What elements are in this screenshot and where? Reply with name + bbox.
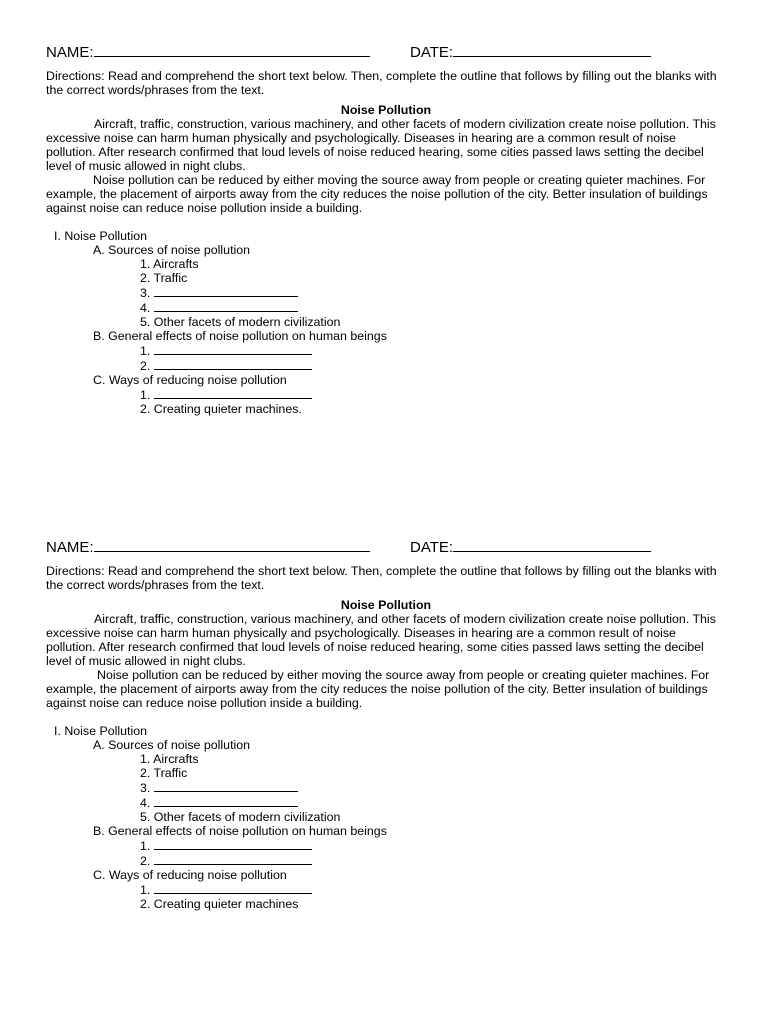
item-number: 1. bbox=[140, 388, 151, 402]
outline-blank-item bbox=[46, 285, 726, 300]
outline bbox=[46, 229, 726, 416]
date-field[interactable] bbox=[410, 42, 651, 61]
item-number: 3. bbox=[140, 286, 151, 300]
worksheet-top bbox=[46, 42, 726, 416]
outline-blank-item bbox=[46, 853, 726, 868]
outline-blank-item bbox=[46, 358, 726, 373]
worksheet-bottom bbox=[46, 537, 726, 911]
answer-blank[interactable] bbox=[154, 358, 312, 370]
outline-section-c: C. Ways of reducing noise pollution bbox=[93, 868, 287, 882]
item-number: 3. bbox=[140, 781, 151, 795]
item-number: 4. bbox=[140, 796, 151, 810]
answer-blank[interactable] bbox=[154, 343, 312, 355]
outline-item: 5. Other facets of modern civilization bbox=[140, 315, 341, 329]
passage-paragraph-1: Aircraft, traffic, construction, various machinery, and other facets of modern civilization create noise pollution. This excessive noise can harm human physically and psychologically. Diseases in hearing are a common result of noise pollution. After research confirmed that loud levels of noise reduced hearing, some cities passed laws setting the decibel level of music allowed in night clubs. bbox=[46, 117, 716, 173]
answer-blank[interactable] bbox=[154, 882, 312, 894]
outline-section-b: B. General effects of noise pollution on human beings bbox=[93, 329, 387, 343]
outline-item: 2. Traffic bbox=[140, 766, 188, 780]
item-number: 1. bbox=[140, 344, 151, 358]
outline-item: 5. Other facets of modern civilization bbox=[140, 810, 341, 824]
outline-heading: I. Noise Pollution bbox=[54, 724, 147, 738]
date-blank-line[interactable] bbox=[453, 42, 651, 57]
answer-blank[interactable] bbox=[154, 838, 312, 850]
outline-blank-item bbox=[46, 795, 726, 810]
answer-blank[interactable] bbox=[154, 387, 312, 399]
name-label: NAME: bbox=[46, 539, 94, 556]
header-row bbox=[46, 537, 726, 557]
outline-blank-item bbox=[46, 343, 726, 358]
outline-blank-item bbox=[46, 780, 726, 795]
answer-blank[interactable] bbox=[154, 285, 298, 297]
outline-section-a: A. Sources of noise pollution bbox=[93, 738, 251, 752]
answer-blank[interactable] bbox=[154, 780, 298, 792]
item-number: 1. bbox=[140, 839, 151, 853]
outline-blank-item bbox=[46, 300, 726, 315]
name-blank-line[interactable] bbox=[94, 537, 370, 552]
answer-blank[interactable] bbox=[154, 300, 298, 312]
item-number: 2. bbox=[140, 359, 151, 373]
answer-blank[interactable] bbox=[154, 795, 298, 807]
directions-text: Directions: Read and comprehend the short text below. Then, complete the outline that follows by filling out the blanks with the correct words/phrases from the text. bbox=[46, 69, 717, 97]
answer-blank[interactable] bbox=[154, 853, 312, 865]
outline-item: 2. Creating quieter machines. bbox=[140, 402, 302, 416]
outline-blank-item bbox=[46, 838, 726, 853]
outline-item: 1. Aircrafts bbox=[140, 257, 199, 271]
date-field[interactable] bbox=[410, 537, 651, 556]
outline-item: 2. Creating quieter machines bbox=[140, 897, 299, 911]
passage-paragraph-2: Noise pollution can be reduced by either moving the source away from people or creating quieter machines. For example, the placement of airports away from the city reduces the noise pollution of the city. Better insulation of buildings against noise can reduce noise pollution inside a building. bbox=[46, 668, 710, 710]
passage-title: Noise Pollution bbox=[340, 103, 432, 117]
header-row bbox=[46, 42, 726, 62]
item-number: 2. bbox=[140, 854, 151, 868]
item-number: 4. bbox=[140, 301, 151, 315]
outline-item: 1. Aircrafts bbox=[140, 752, 199, 766]
outline-section-b: B. General effects of noise pollution on human beings bbox=[93, 824, 387, 838]
passage-paragraph-1: Aircraft, traffic, construction, various machinery, and other facets of modern civilization create noise pollution. This excessive noise can harm human physically and psychologically. Diseases in hearing are a common result of noise pollution. After research confirmed that loud levels of noise reduced hearing, some cities passed laws setting the decibel level of music allowed in night clubs. bbox=[46, 612, 716, 668]
outline-section-c: C. Ways of reducing noise pollution bbox=[93, 373, 287, 387]
name-blank-line[interactable] bbox=[94, 42, 370, 57]
date-label: DATE: bbox=[410, 539, 454, 556]
passage-title: Noise Pollution bbox=[340, 598, 432, 612]
date-blank-line[interactable] bbox=[453, 537, 651, 552]
date-label: DATE: bbox=[410, 44, 454, 61]
outline-heading: I. Noise Pollution bbox=[54, 229, 147, 243]
name-field[interactable] bbox=[46, 42, 370, 61]
outline bbox=[46, 724, 726, 911]
outline-item: 2. Traffic bbox=[140, 271, 188, 285]
name-field[interactable] bbox=[46, 537, 370, 556]
outline-blank-item bbox=[46, 387, 726, 402]
passage-paragraph-2: Noise pollution can be reduced by either moving the source away from people or creating quieter machines. For example, the placement of airports away from the city reduces the noise pollution of the city. Better insulation of buildings against noise can reduce noise pollution inside a building. bbox=[46, 173, 708, 215]
item-number: 1. bbox=[140, 883, 151, 897]
name-label: NAME: bbox=[46, 44, 94, 61]
outline-blank-item bbox=[46, 882, 726, 897]
directions-text: Directions: Read and comprehend the short text below. Then, complete the outline that follows by filling out the blanks with the correct words/phrases from the text. bbox=[46, 564, 717, 592]
outline-section-a: A. Sources of noise pollution bbox=[93, 243, 251, 257]
